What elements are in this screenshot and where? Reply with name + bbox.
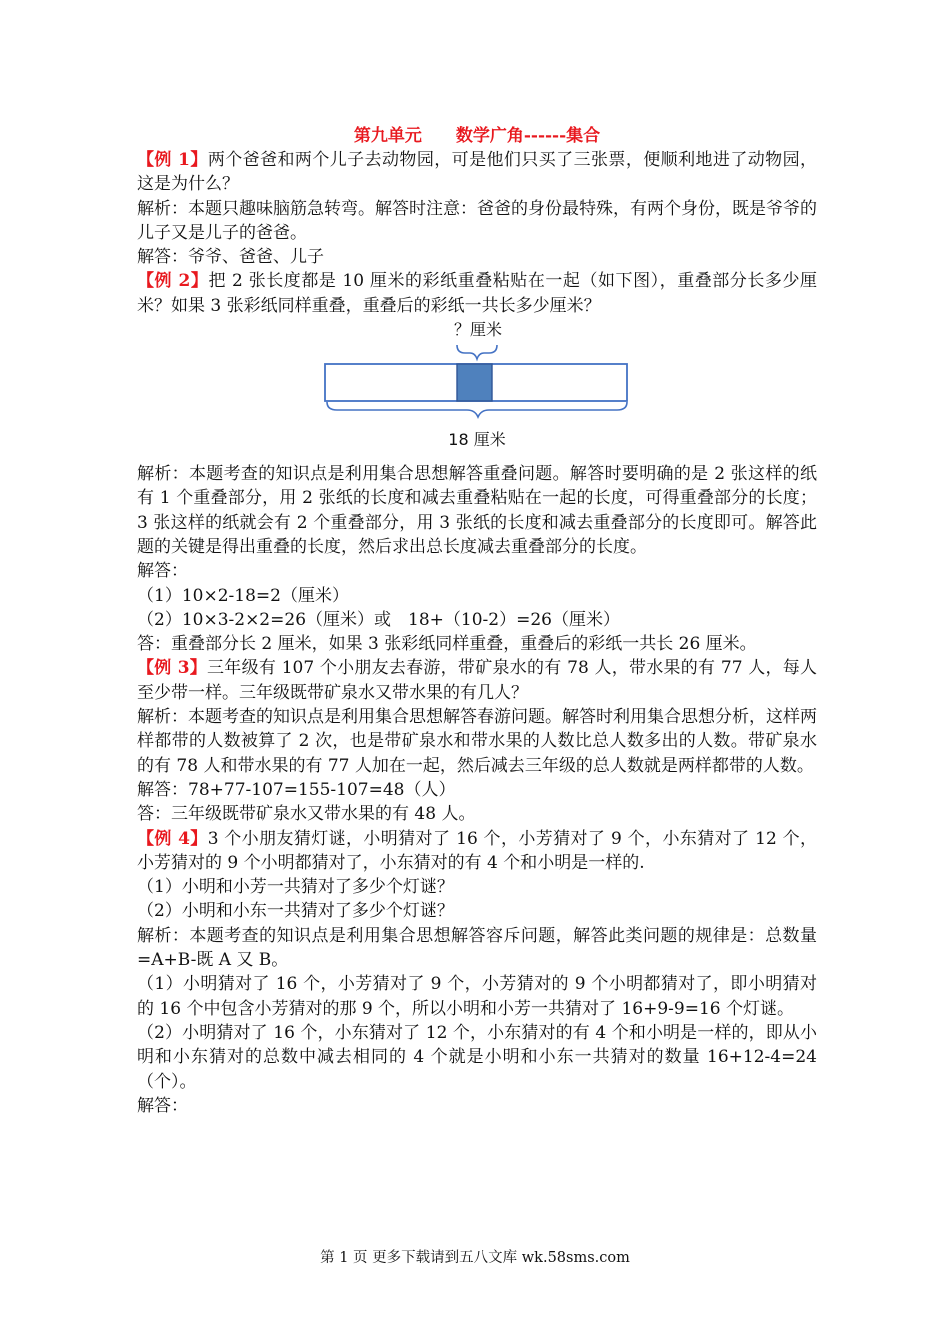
example-2-conclusion: 答：重叠部分长 2 厘米，如果 3 张彩纸同样重叠，重叠后的彩纸一共长 26 厘米。: [137, 634, 757, 655]
example-4-analysis: 解析：本题考查的知识点是利用集合思想解答容斥问题，解答此类问题的规律是：总数量=A+B-既 A 又 B。: [137, 925, 817, 971]
overlap-diagram: [137, 318, 817, 462]
example-3-analysis: 解析：本题考查的知识点是利用集合思想解答春游问题。解答时利用集合思想分析，这样两样都带的人数被算了 2 次，也是带矿泉水和带水果的人数比总人数多出的人数。带矿泉水的有 78 人和带水果的有 77 人加在一起，然后减去三年级的总人数就是两样都带的人数。: [137, 707, 817, 776]
example-2-analysis: 解析：本题考查的知识点是利用集合思想解答重叠问题。解答时要明确的是 2 张这样的纸有 1 个重叠部分，用 2 张纸的长度和减去重叠粘贴在一起的长度，可得重叠部分的长度；3 张这样的纸就会有 2 个重叠部分，用 3 张纸的长度和减去重叠部分的长度即可。解答此题的关键是得出重叠的长度，然后求出总长度减去重叠部分的长度。: [137, 464, 817, 557]
example-4-tag: 【例 4】: [137, 828, 208, 849]
example-2-step-2: （2）10×3-2×2=26（厘米）或 18+（10-2）=26（厘米）: [137, 609, 620, 630]
overlap-diagram-svg: [137, 318, 817, 462]
example-3-question: 【例 3】三年级有 107 个小朋友去春游，带矿泉水的有 78 人，带水果的有 77 人，每人至少带一样。三年级既带矿泉水又带水果的有几人？: [137, 658, 817, 703]
example-1-tag: 【例 1】: [137, 150, 208, 170]
example-2-question: 【例 2】把 2 张长度都是 10 厘米的彩纸重叠粘贴在一起（如下图），重叠部分长多少厘米？如果 3 张彩纸同样重叠，重叠后的彩纸一共长多少厘米？: [137, 271, 818, 316]
top-brace: [457, 345, 497, 359]
bottom-brace: [327, 402, 627, 417]
example-4-solution-1: （1）小明猜对了 16 个，小芳猜对了 9 个，小芳猜对的 9 个小明都猜对了，即小明猜对的 16 个中包含小芳猜对的那 9 个，所以小明和小芳一共猜对了 16+9-9=16 个灯谜。: [137, 974, 817, 1019]
example-4-subquestion-2: （2）小明和小东一共猜对了多少个灯谜？: [137, 901, 454, 922]
overlap-region: [457, 364, 492, 401]
example-3-tag: 【例 3】: [137, 658, 208, 679]
example-4-question: 【例 4】3 个小朋友猜灯谜，小明猜对了 16 个，小芳猜对了 9 个，小东猜对了 12 个，小芳猜对的 9 个小明都猜对了，小东猜对的有 4 个和小明是一样的.: [137, 828, 817, 873]
example-2-step-1: （1）10×2-18=2（厘米）: [137, 585, 349, 606]
example-2-tag: 【例 2】: [137, 271, 209, 292]
page-footer: 第 1 页 更多下载请到五八文库 wk.58sms.com: [320, 1250, 630, 1266]
total-length-label: 18 厘米: [448, 430, 506, 450]
example-1-analysis: 解析：本题只趣味脑筋急转弯。解答时注意：爸爸的身份最特殊，有两个身份，既是爷爷的儿子又是儿子的爸爸。: [137, 198, 817, 243]
example-1-answer: 解答：爷爷、爸爸、儿子: [137, 247, 324, 268]
example-3-answer: 解答：78+77-107=155-107=48（人）: [137, 779, 456, 800]
example-4-subquestion-1: （1）小明和小芳一共猜对了多少个灯谜？: [137, 877, 454, 898]
example-2-answer-label: 解答：: [137, 561, 188, 582]
title-topic: 数学广角------集合: [455, 126, 601, 146]
page-title: [137, 124, 817, 148]
example-1-question: 【例 1】两个爸爸和两个儿子去动物园，可是他们只买了三张票，便顺利地进了动物园，这是为什么？: [137, 150, 818, 195]
example-4-solution-2: （2）小明猜对了 16 个，小东猜对了 12 个，小东猜对的有 4 个和小明是一样的，即从小明和小东猜对的总数中减去相同的 4 个就是小明和小东一共猜对的数量 16+12-4=24（个）。: [137, 1022, 817, 1092]
overlap-length-label: ？厘米: [453, 320, 503, 340]
example-4-answer-label: 解答：: [137, 1095, 188, 1116]
title-unit: 第九单元: [353, 126, 422, 146]
example-3-conclusion: 答：三年级既带矿泉水又带水果的有 48 人。: [137, 804, 476, 825]
document-body: [137, 124, 817, 1118]
